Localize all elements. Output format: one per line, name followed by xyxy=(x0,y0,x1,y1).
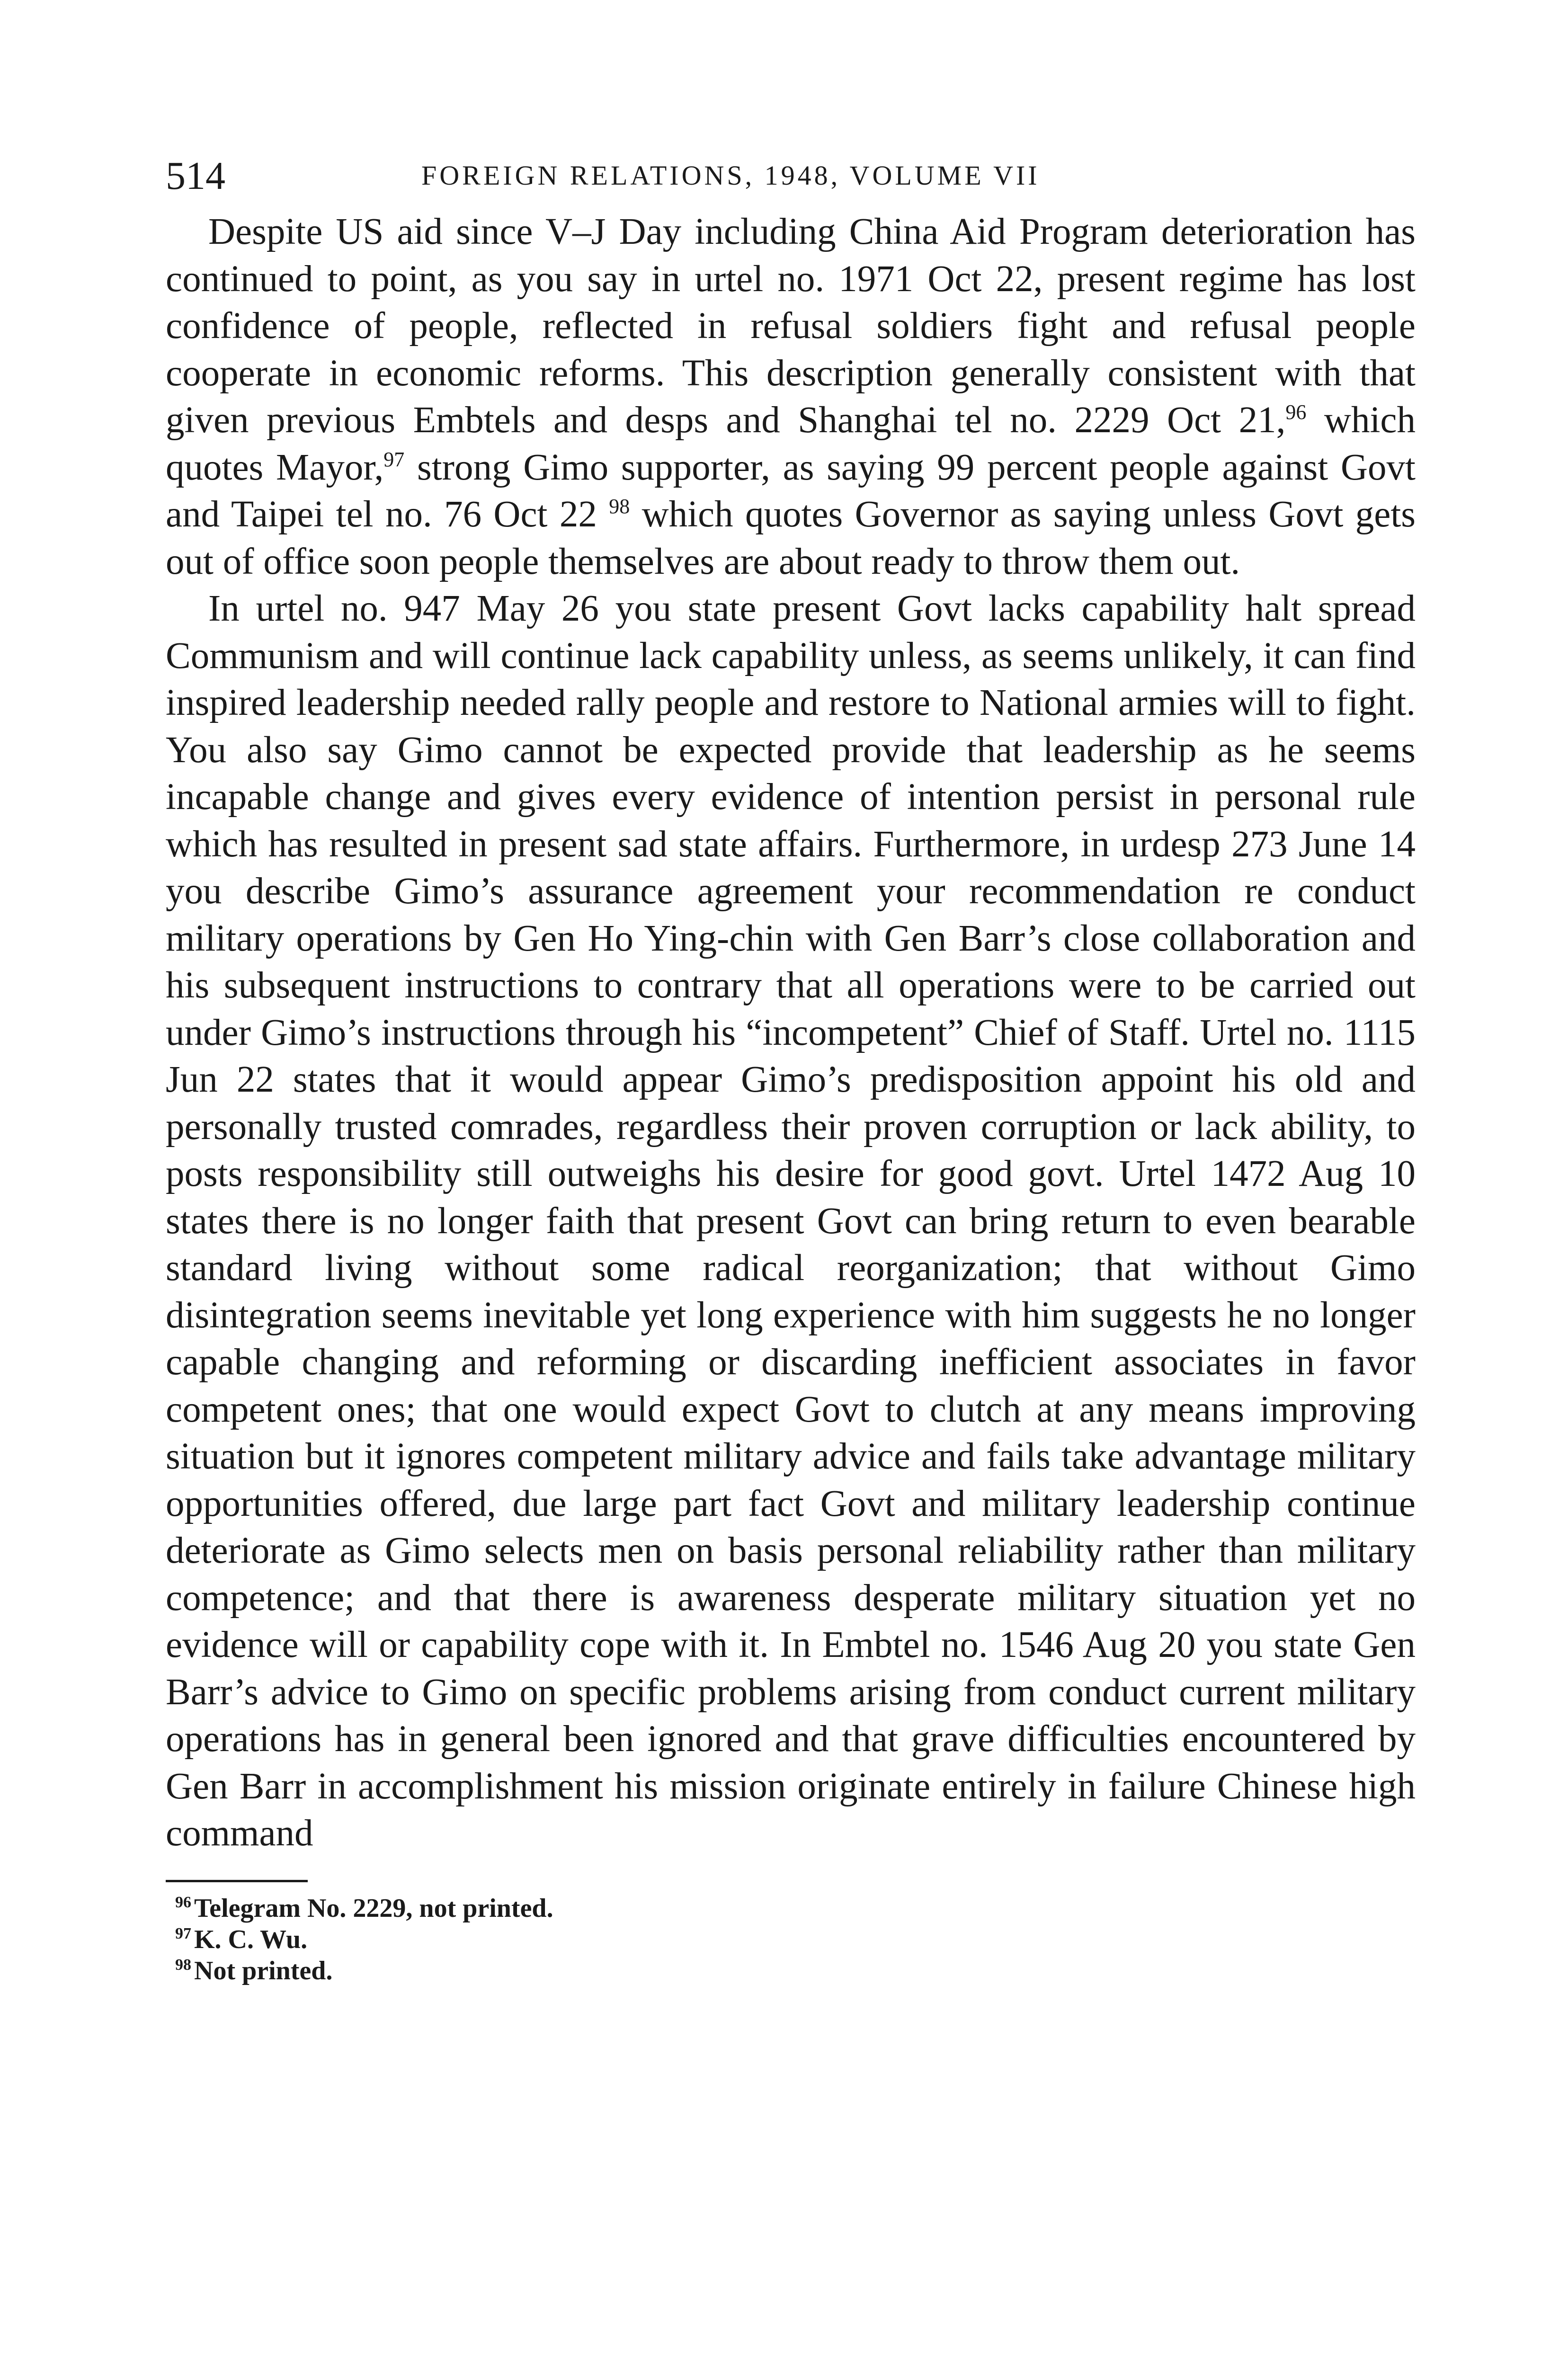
footnote-text: Telegram No. 2229, not printed. xyxy=(194,1893,553,1923)
paragraph-1 xyxy=(166,208,1416,585)
footnote-98 xyxy=(175,1955,1416,1986)
footnote-text: K. C. Wu. xyxy=(194,1924,308,1954)
paragraph-1-text-d: which quotes Governor as saying unless Govt gets out of office soon people themselves are about ready to throw them out. xyxy=(166,494,1416,582)
footnote-96 xyxy=(175,1893,1416,1924)
page-number: 514 xyxy=(166,154,225,198)
footnote-number: 98 xyxy=(175,1956,191,1974)
footnote-divider xyxy=(166,1880,308,1882)
footnote-number: 96 xyxy=(175,1893,191,1911)
running-head xyxy=(166,156,1416,208)
paragraph-1-text-a: Despite US aid since V–J Day including China Aid Program deterioration has continued to point, as you say in urtel no. 1971 Oct 22, present regime has lost confidence of people, reflected in refusal soldiers fight and refusal people cooperate in economic reforms. This description generally consistent with that given previous Embtels and desps and Shanghai tel no. 2229 Oct 21, xyxy=(166,211,1416,441)
footnote-ref-96: 96 xyxy=(1285,400,1307,424)
document-page xyxy=(166,156,1416,1986)
footnote-ref-98: 98 xyxy=(609,495,630,518)
paragraph-1-text-b: which quotes Mayor, xyxy=(166,400,1416,488)
footnote-number: 97 xyxy=(175,1924,191,1942)
paragraph-1-text-c: strong Gimo supporter, as saying 99 percent people against Govt and Taipei tel no. 76 Oct 22 xyxy=(166,446,1416,535)
footnote-text: Not printed. xyxy=(194,1956,333,1985)
running-title: FOREIGN RELATIONS, 1948, VOLUME VII xyxy=(421,160,1040,191)
footnote-97 xyxy=(175,1924,1416,1955)
paragraph-2: In urtel no. 947 May 26 you state present Govt lacks capability halt spread Communism and will continue lack capability unless, as seems unlikely, it can find inspired leadership needed rally people and restore to National armies will to fight. You also say Gimo cannot be expected provide that leadership as he seems incapable change and gives every evidence of intention persist in personal rule which has resulted in present sad state affairs. Furthermore, in urdesp 273 June 14 you describe Gimo’s assurance agreement your recommendation re conduct military operations by Gen Ho Ying-chin with Gen Barr’s close collaboration and his subsequent instructions to contrary that all operations were to be carried out under Gimo’s instructions through his “incompetent” Chief of Staff. Urtel no. 1115 Jun 22 states that it would appear Gimo’s predisposition appoint his old and personally trusted comrades, regardless their proven corruption or lack ability, to posts responsibility still outweighs his desire for good govt. Urtel 1472 Aug 10 states there is no longer faith that present Govt can bring return to even bearable standard living without some radical reorganization; that without Gimo disintegration seems inevitable yet long experience with him suggests he no longer capable changing and reforming or discarding inefficient associates in favor competent ones; that one would expect Govt to clutch at any means improving situation but it ignores competent military advice and fails take advantage military opportunities offered, due large part fact Govt and military leadership continue deteriorate as Gimo selects men on basis personal reliability rather than military competence; and that there is awareness desperate military situation yet no evidence will or capability cope with it. In Embtel no. 1546 Aug 20 you state Gen Barr’s advice to Gimo on specific problems arising from conduct current military operations has in general been ignored and that grave difficulties encountered by Gen Barr in accomplishment his mission originate entirely in failure Chinese high command xyxy=(166,588,1416,1854)
footnote-ref-97: 97 xyxy=(383,447,405,471)
footnotes xyxy=(166,1893,1416,1986)
body-text xyxy=(166,208,1416,1857)
